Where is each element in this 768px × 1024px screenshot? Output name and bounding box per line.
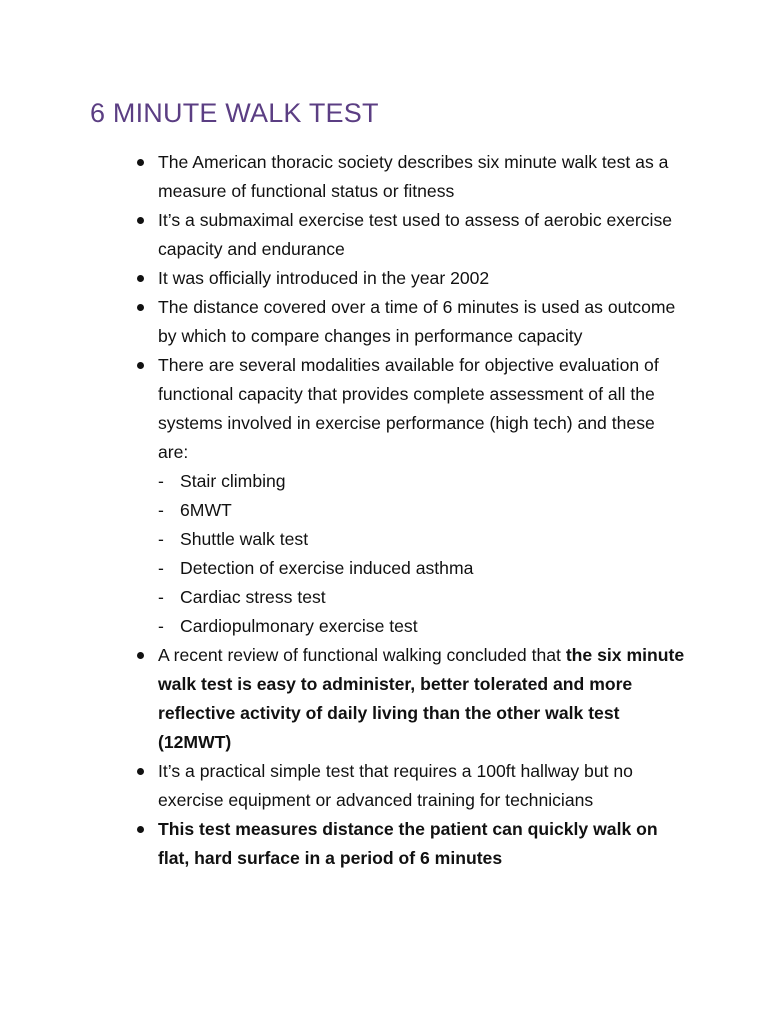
bullet-text: It was officially introduced in the year 2002 (158, 268, 490, 288)
bullet-icon (137, 304, 144, 311)
modality-item (158, 496, 688, 525)
bullet-list (158, 148, 688, 873)
bullet-text: It’s a submaximal exercise test used to assess of aerobic exercise capacity and endurance (158, 210, 673, 259)
dash-marker: - (158, 471, 164, 491)
modality-text: Cardiac stress test (180, 587, 326, 607)
bullet-item (158, 293, 688, 351)
bullet-item (158, 206, 688, 264)
bullet-item (158, 264, 688, 293)
dash-marker: - (158, 529, 164, 549)
bullet-icon (137, 652, 144, 659)
modality-item (158, 467, 688, 496)
modality-item (158, 612, 688, 641)
bullet-item (158, 351, 688, 641)
bullet-item (158, 757, 688, 815)
bullet-bold-text: This test measures distance the patient can quickly walk on flat, hard surface in a period of 6 minutes (158, 819, 658, 868)
bullet-text: The distance covered over a time of 6 minutes is used as outcome by which to compare changes in performance capacity (158, 297, 676, 346)
modality-text: 6MWT (180, 500, 232, 520)
bullet-item (158, 815, 688, 873)
bullet-item (158, 641, 688, 757)
bullet-icon (137, 826, 144, 833)
bullet-icon (137, 275, 144, 282)
bullet-item (158, 148, 688, 206)
bullet-icon (137, 768, 144, 775)
modality-text: Detection of exercise induced asthma (180, 558, 474, 578)
modality-item (158, 554, 688, 583)
dash-marker: - (158, 500, 164, 520)
modality-text: Shuttle walk test (180, 529, 309, 549)
bullet-bold-text: the six minute walk test is easy to administer, better tolerated and more reflective activity of daily living than the other walk test (12MWT) (158, 645, 685, 752)
bullet-text: The American thoracic society describes six minute walk test as a measure of functional status or fitness (158, 152, 669, 201)
dash-marker: - (158, 616, 164, 636)
document-title: 6 MINUTE WALK TEST (90, 98, 379, 128)
bullet-icon (137, 362, 144, 369)
dash-marker: - (158, 587, 164, 607)
modality-text: Stair climbing (180, 471, 286, 491)
modality-text: Cardiopulmonary exercise test (180, 616, 418, 636)
bullet-icon (137, 217, 144, 224)
bullet-text: It’s a practical simple test that requires a 100ft hallway but no exercise equipment or advanced training for technicians (158, 761, 633, 810)
modality-item (158, 583, 688, 612)
bullet-text: There are several modalities available for objective evaluation of functional capacity that provides complete assessment of all the systems involved in exercise performance (high tech) and these are: (158, 355, 659, 462)
bullet-icon (137, 159, 144, 166)
modalities-list (158, 467, 688, 641)
bullet-text: A recent review of functional walking concluded that (158, 645, 566, 665)
dash-marker: - (158, 558, 164, 578)
modality-item (158, 525, 688, 554)
